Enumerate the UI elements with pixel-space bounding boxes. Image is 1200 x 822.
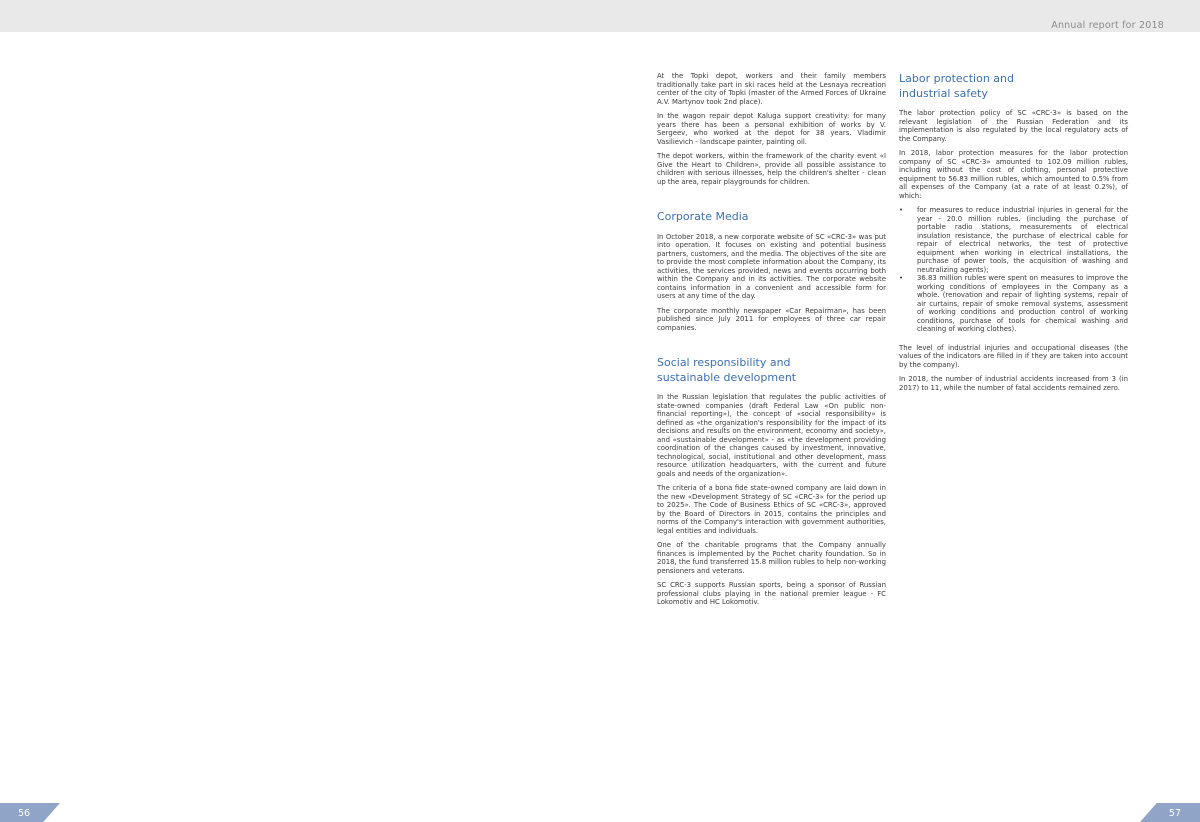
paragraph: SC CRC-3 supports Russian sports, being a sponsor of Russian professional clubs playing in the national premier league - FC Lokomotiv and HC Lokomotiv. xyxy=(657,581,886,606)
paragraph: In 2018, the number of industrial accidents increased from 3 (in 2017) to 11, while the number of fatal accidents remained zero. xyxy=(899,375,1128,392)
paragraph: In the wagon repair depot Kaluga support creativity: for many years there has been a personal exhibition of works by V. Sergeev, who worked at the depot for 38 years. Vladimir Vasilievich - landscape painter, painting oil. xyxy=(657,112,886,146)
paragraph: One of the charitable programs that the Company annually finances is implemented by the Pochet charity foundation. So in 2018, the fund transferred 15.8 million rubles to help non-working pensioners and veterans. xyxy=(657,541,886,575)
list-item: • for measures to reduce industrial injuries in general for the year - 20.0 million rubles. (including the purchase of portable radio stations, measurements of electrical insulation resistance, the purchase of electrical cable for repair of electrical networks, the test of protective equipment when working in electrical installations, the purchase of power tools, the acquisition of washing and neutralizing agents); xyxy=(899,206,1128,274)
paragraph: In the Russian legislation that regulates the public activities of state-owned companies (draft Federal Law «On public non-financial reporting»), the concept of «social responsibility» is defined as «the organization's responsibility for the impact of its decisions and results on the environment, economy and society», and «sustainable development» - as «the development providing coordination of the changes caused by investment, innovative, technological, social, institutional and other development, mass resource utilization headquarters, with the current and future goals and needs of the organization». xyxy=(657,393,886,478)
section-heading-labor-protection: Labor protection and industrial safety xyxy=(899,72,1014,100)
paragraph: At the Topki depot, workers and their family members traditionally take part in ski races held at the Lesnaya recreation center of the city of Topki (master of the Armed Forces of Ukraine A.V. Martynov took 2nd place). xyxy=(657,72,886,106)
section-heading-social-responsibility: Social responsibility and sustainable development xyxy=(657,356,797,384)
page-number-right: 57 xyxy=(1168,808,1181,819)
paragraph: The depot workers, within the framework of the charity event «I Give the Heart to Children», provide all possible assistance to children with serious illnesses, help the children's shelter - clean up the area, repair playgrounds for children. xyxy=(657,152,886,186)
paragraph: The labor protection policy of SC «CRC-3» is based on the relevant legislation of the Russian Federation and its implementation is also regulated by the local regulatory acts of the Company. xyxy=(899,109,1128,143)
paragraph: In 2018, labor protection measures for the labor protection company of SC «CRC-3» amounted to 102.09 million rubles, including without the cost of clothing, personal protective equipment to 56.83 million rubles, which amounted to 0.5% from all expenses of the Company (at a rate of at least 0.2%), of which: xyxy=(899,149,1128,200)
section-heading-corporate-media: Corporate Media xyxy=(657,210,749,223)
left-column xyxy=(657,72,886,613)
list-item: • 36.83 million rubles were spent on measures to improve the working conditions of employees in the Company as a whole. (renovation and repair of lighting systems, repair of air curtains, repair of smoke removal systems, assessment of working conditions and production control of working conditions, purchase of tools for chemical washing and cleaning of working clothes). xyxy=(899,274,1128,334)
bullet-list xyxy=(899,206,1128,334)
paragraph: The level of industrial injuries and occupational diseases (the values of the indicators are filled in if they are taken into account by the company). xyxy=(899,343,1128,369)
paragraph: In October 2018, a new corporate website of SC «CRC-3» was put into operation. It focuses on existing and potential business partners, customers, and the media. The objectives of the site are to provide the most complete information about the Company, its activities, the services provided, news and events occurring both within the Company and in its activities. The corporate website contains information in a convenient and accessible form for users at any time of the day. xyxy=(657,232,886,300)
top-bar xyxy=(0,0,1200,32)
page-number-left: 56 xyxy=(18,808,31,819)
paragraph: The criteria of a bona fide state-owned company are laid down in the new «Development Strategy of SC «CRC-3» for the period up to 2025». The Code of Business Ethics of SC «CRC-3», approved by the Board of Directors in 2015, contains the principles and norms of the Company's interaction with government authorities, legal entities and individuals. xyxy=(657,484,886,535)
right-column xyxy=(899,72,1128,398)
report-title: Annual report for 2018 xyxy=(1051,20,1164,31)
paragraph: The corporate monthly newspaper «Car Repairman», has been published since July 2011 for employees of three car repair companies. xyxy=(657,306,886,332)
